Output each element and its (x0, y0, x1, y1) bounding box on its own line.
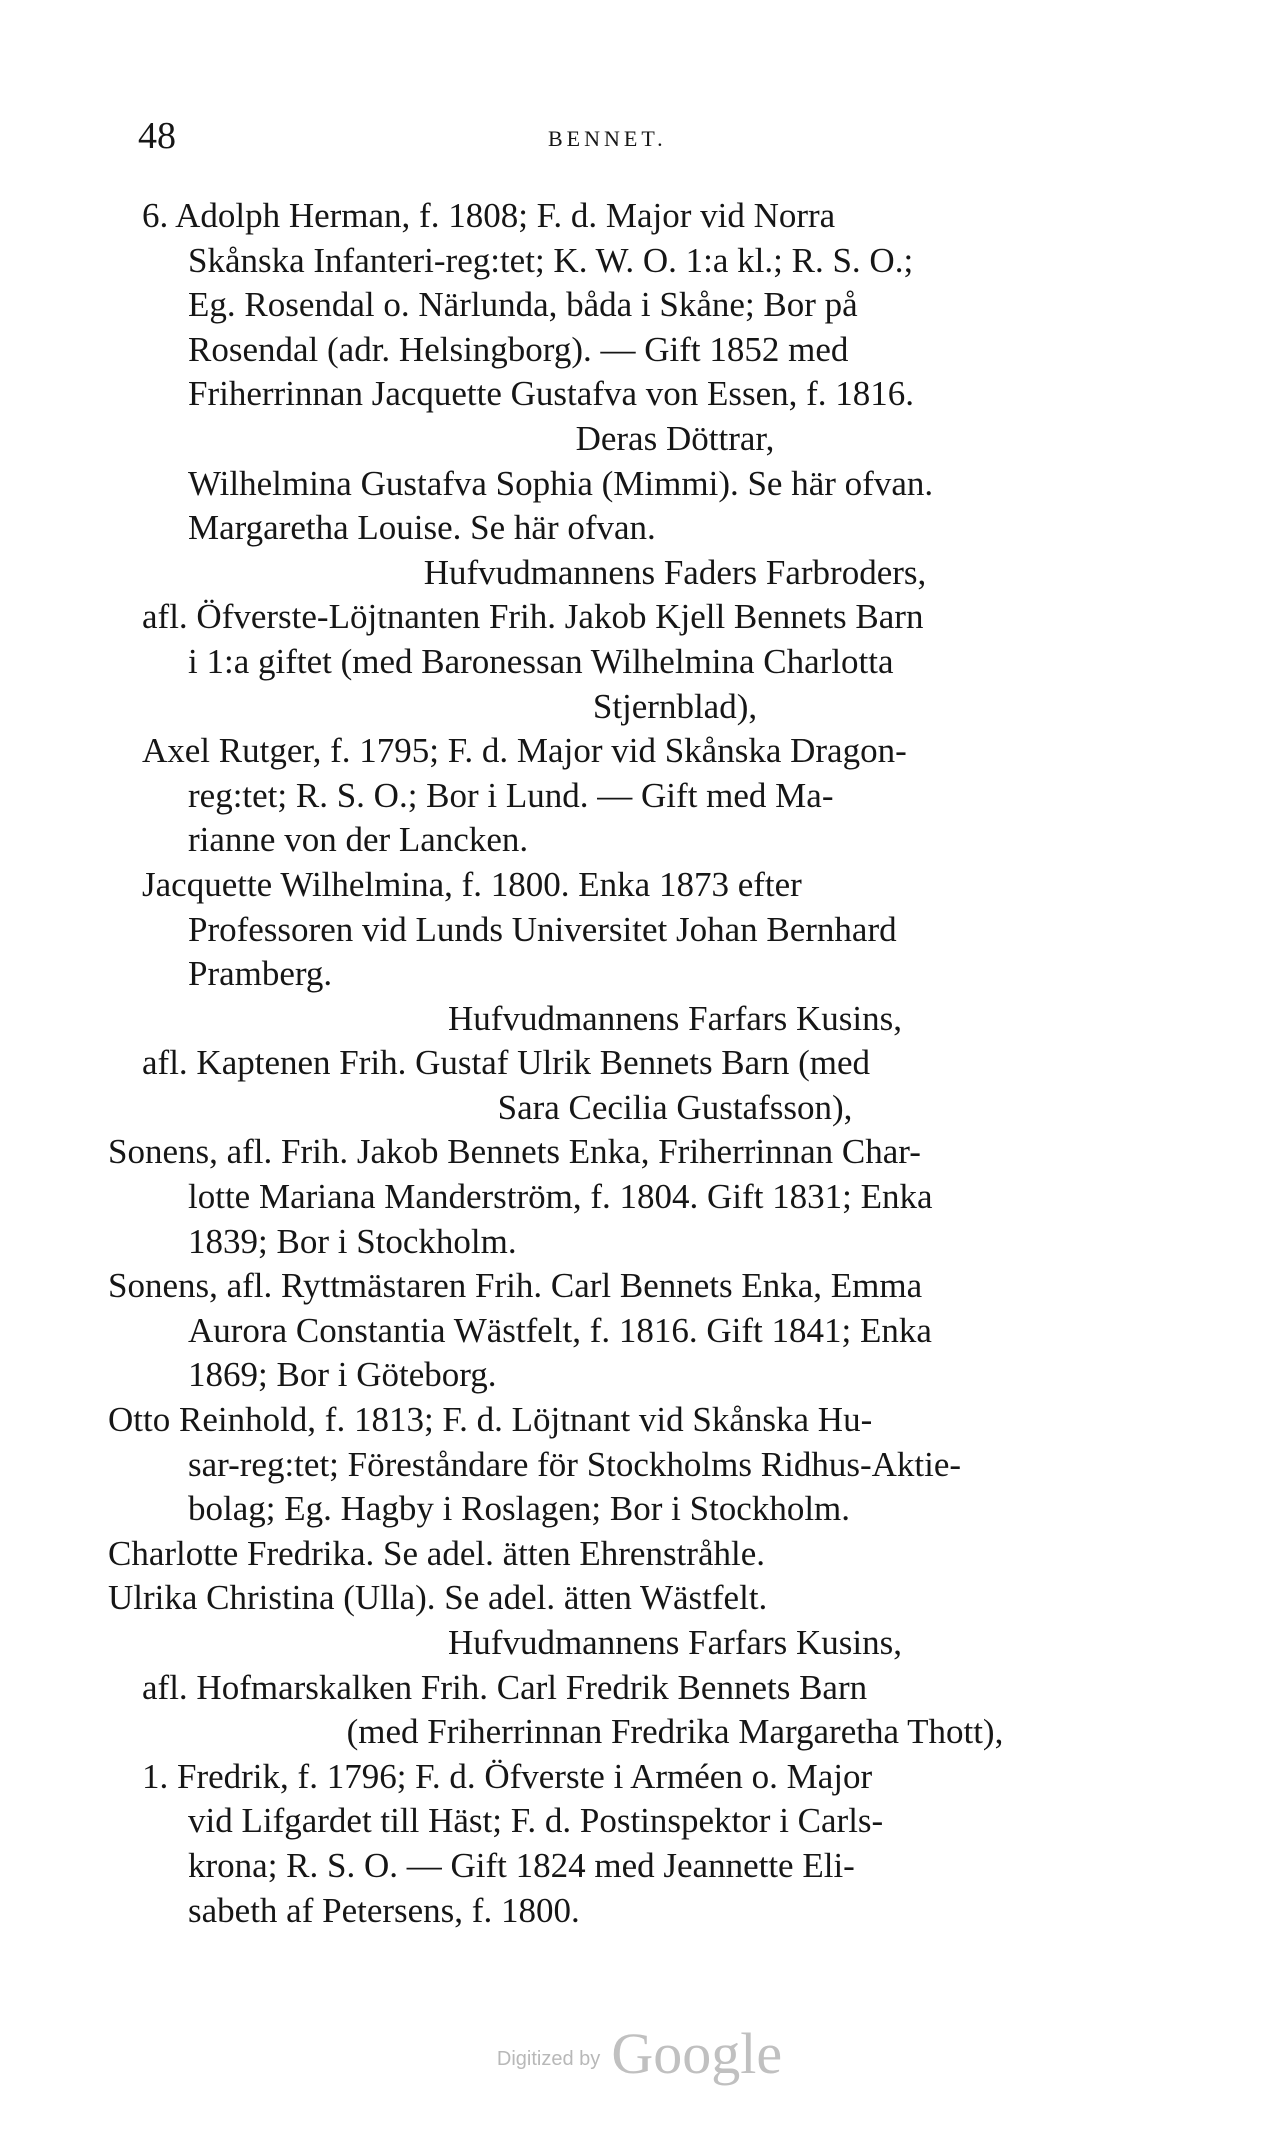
text-line: sabeth af Petersens, f. 1800. (188, 1890, 580, 1930)
section-heading: Hufvudmannens Faders Farbroders, (423, 552, 927, 592)
text-line: afl. Öfverste-Löjtnanten Frih. Jakob Kjell Bennets Barn (142, 597, 924, 637)
text-line: Axel Rutger, f. 1795; F. d. Major vid Skånska Dragon- (142, 731, 907, 771)
text-line: bolag; Eg. Hagby i Roslagen; Bor i Stockholm. (188, 1489, 851, 1529)
text-line: Jacquette Wilhelmina, f. 1800. Enka 1873 efter (142, 864, 802, 904)
text-line: Sara Cecilia Gustafsson), (497, 1087, 853, 1127)
text-line: Margaretha Louise. Se här ofvan. (188, 508, 656, 548)
section-heading: Hufvudmannens Farfars Kusins, (448, 998, 902, 1038)
google-logo: Google (611, 2021, 783, 2086)
text-line: 1869; Bor i Göteborg. (188, 1355, 497, 1395)
digitized-by-label: Digitized by (496, 2048, 601, 2070)
text-line: Friherrinnan Jacquette Gustafva von Essen, f. 1816. (188, 374, 915, 414)
text-line: i 1:a giftet (med Baronessan Wilhelmina Charlotta (188, 641, 894, 681)
text-line: Ulrika Christina (Ulla). Se adel. ätten Wästfelt. (108, 1578, 768, 1618)
text-line: Eg. Rosendal o. Närlunda, båda i Skåne; Bor på (188, 285, 858, 325)
genealogy-entries (100, 194, 1190, 1933)
digitization-watermark (0, 2020, 1279, 2087)
text-line: krona; R. S. O. — Gift 1824 med Jeannette Eli- (188, 1845, 855, 1885)
text-line: reg:tet; R. S. O.; Bor i Lund. — Gift med Ma- (188, 775, 834, 815)
page-number: 48 (138, 115, 176, 157)
text-line: afl. Hofmarskalken Frih. Carl Fredrik Bennets Barn (142, 1667, 868, 1707)
text-line: 6. Adolph Herman, f. 1808; F. d. Major vid Norra (142, 196, 836, 235)
text-line: Sonens, afl. Ryttmästaren Frih. Carl Bennets Enka, Emma (108, 1266, 923, 1306)
section-heading: Hufvudmannens Farfars Kusins, (448, 1623, 902, 1662)
text-line: Pramberg. (188, 954, 333, 994)
text-line: 1. Fredrik, f. 1796; F. d. Öfverste i Arméen o. Major (142, 1756, 873, 1796)
text-line: afl. Kaptenen Frih. Gustaf Ulrik Bennets Barn (med (142, 1043, 871, 1083)
text-line: Rosendal (adr. Helsingborg). — Gift 1852 med (188, 329, 849, 369)
text-line: vid Lifgardet till Häst; F. d. Postinspektor i Carls- (188, 1801, 884, 1841)
text-line: Wilhelmina Gustafva Sophia (Mimmi). Se här ofvan. (188, 463, 934, 503)
text-line: sar-reg:tet; Föreståndare för Stockholms Ridhus-Aktie- (188, 1444, 962, 1484)
text-line: Charlotte Fredrika. Se adel. ätten Ehrenstråhle. (108, 1533, 765, 1573)
section-heading: Deras Döttrar, (575, 418, 775, 458)
text-line: rianne von der Lancken. (188, 820, 529, 860)
text-line: Aurora Constantia Wästfelt, f. 1816. Gift 1841; Enka (188, 1310, 932, 1350)
text-line: Professoren vid Lunds Universitet Johan Bernhard (188, 909, 897, 949)
text-line: Sonens, afl. Frih. Jakob Bennets Enka, Friherrinnan Char- (108, 1132, 921, 1172)
running-title: BENNET. (548, 126, 667, 151)
text-line: Stjernblad), (592, 686, 758, 726)
running-header (138, 114, 1138, 164)
text-line: Otto Reinhold, f. 1813; F. d. Löjtnant vid Skånska Hu- (108, 1400, 873, 1440)
text-line: lotte Mariana Manderström, f. 1804. Gift 1831; Enka (188, 1177, 933, 1217)
text-line: 1839; Bor i Stockholm. (188, 1221, 517, 1261)
text-line: Skånska Infanteri-reg:tet; K. W. O. 1:a kl.; R. S. O.; (188, 240, 914, 280)
text-line: (med Friherrinnan Fredrika Margaretha Thott), (346, 1712, 1004, 1752)
